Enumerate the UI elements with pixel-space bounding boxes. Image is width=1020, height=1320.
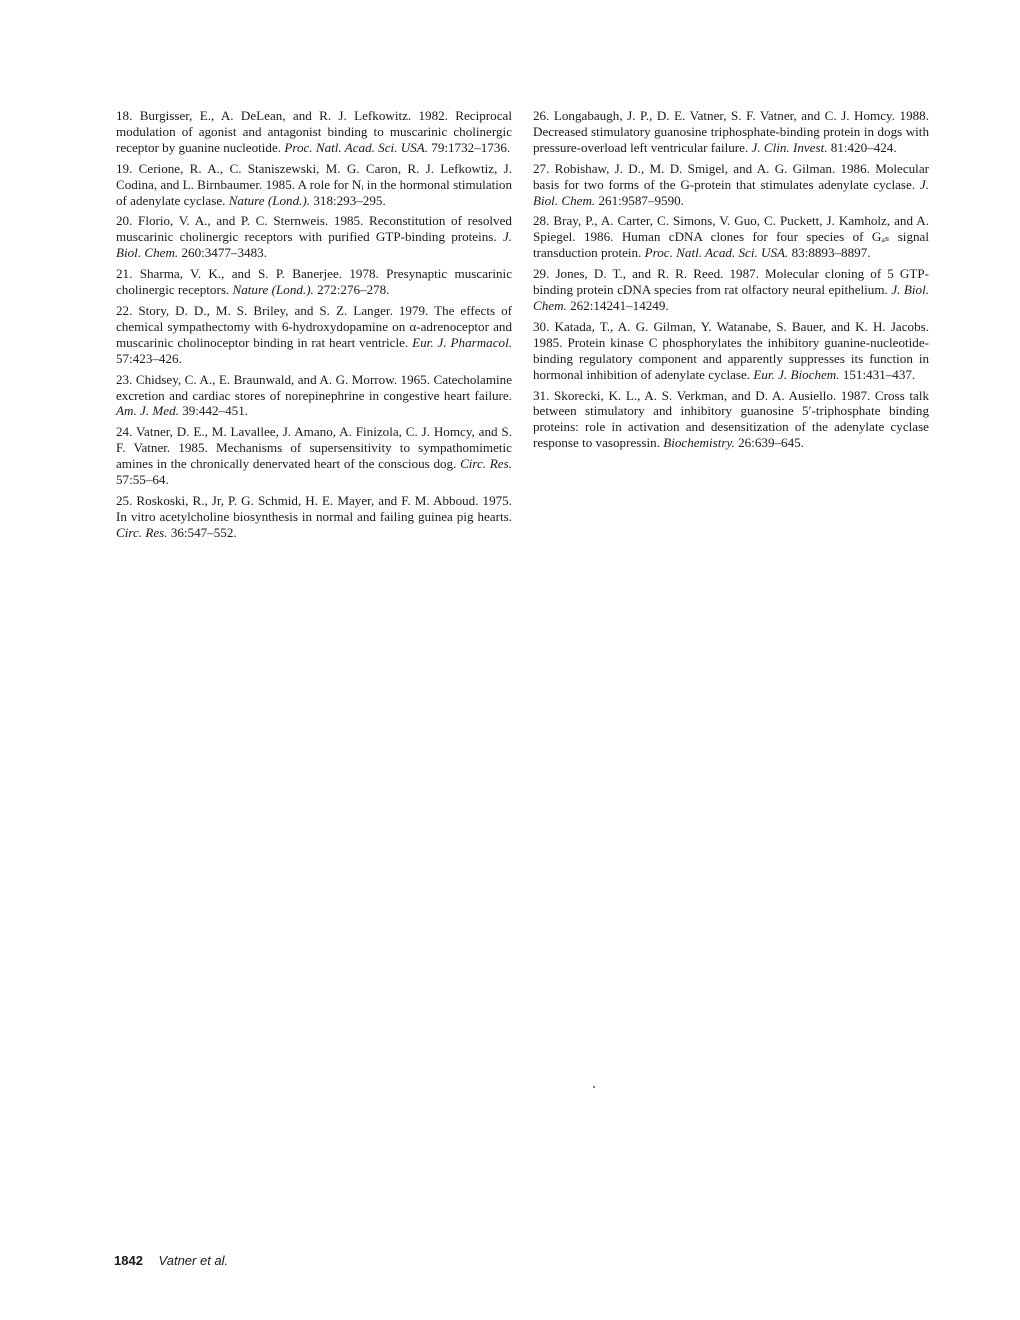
reference-citation: 261:9587–9590. <box>598 192 684 208</box>
reference-entry <box>533 108 929 156</box>
running-head: Vatner et al. <box>158 1253 229 1268</box>
reference-citation: 39:442–451. <box>182 403 249 419</box>
reference-citation: 36:547–552. <box>170 524 237 540</box>
reference-entry <box>116 372 512 420</box>
reference-number: 19. <box>116 160 133 176</box>
reference-title: Protein kinase C phosphorylates the inhibitory guanine-nucleotide-binding regulatory component and apparently suppresses its function in hormonal inhibition of adenylate cyclase. <box>533 334 929 382</box>
reference-journal: Nature (Lond.). <box>232 282 314 298</box>
reference-number: 25. <box>116 492 133 508</box>
reference-journal: J. Biol. Chem. <box>116 229 512 261</box>
reference-number: 31. <box>533 387 550 403</box>
reference-title: Molecular basis for two forms of the G-protein that stimulates adenylate cyclase. <box>533 160 929 192</box>
reference-citation: 79:1732–1736. <box>431 139 511 155</box>
reference-citation: 57:55–64. <box>116 472 169 488</box>
reference-title: Decreased stimulatory guanosine triphosphate-binding protein in dogs with pressure-overload left ventricular failure. <box>533 123 929 155</box>
reference-title: Presynaptic muscarinic cholinergic receptors. <box>116 266 513 298</box>
reference-citation: 260:3477–3483. <box>181 245 267 261</box>
reference-authors: Bray, P., A. Carter, C. Simons, V. Guo, C. Puckett, J. Kamholz, and A. Spiegel. 1986. <box>533 213 929 245</box>
reference-authors: Cerione, R. A., C. Staniszewski, M. G. Caron, R. J. Lefkowtiz, J. Codina, and L. Birnbaumer. 1985. <box>116 160 512 192</box>
reference-citation: 262:14241–14249. <box>570 297 669 313</box>
reference-citation: 81:420–424. <box>830 139 897 155</box>
reference-citation: 83:8893–8897. <box>791 245 871 261</box>
reference-authors: Katada, T., A. G. Gilman, Y. Watanabe, S. Bauer, and K. H. Jacobs. 1985. <box>533 318 929 350</box>
print-speck <box>593 1086 595 1088</box>
reference-authors: Burgisser, E., A. DeLean, and R. J. Lefkowitz. 1982. <box>139 108 448 123</box>
reference-journal: Proc. Natl. Acad. Sci. USA. <box>644 245 789 261</box>
reference-number: 18. <box>116 108 133 123</box>
reference-journal: Circ. Res. <box>116 524 168 540</box>
reference-authors: Vatner, D. E., M. Lavallee, J. Amano, A. Finizola, C. J. Homcy, and S. F. Vatner. 1985. <box>116 424 512 456</box>
reference-journal: J. Clin. Invest. <box>751 139 828 155</box>
reference-number: 26. <box>533 108 550 123</box>
reference-entry <box>533 266 929 314</box>
reference-authors: Skorecki, K. L., A. S. Verkman, and D. A. Ausiello. 1987. <box>554 387 871 403</box>
reference-journal: J. Biol. Chem. <box>533 282 929 313</box>
reference-title: Reciprocal modulation of agonist and antagonist binding to muscarinic cholinergic receptor by guanine nucleotide. <box>116 108 512 155</box>
reference-citation: 26:639–645. <box>738 435 804 451</box>
reference-number: 20. <box>116 213 133 229</box>
reference-journal: J. Biol. Chem. <box>533 176 929 208</box>
reference-title: In vitro acetylcholine biosynthesis in normal and failing guinea pig hearts. <box>116 508 512 524</box>
reference-journal: Proc. Natl. Acad. Sci. USA. <box>284 139 428 155</box>
reference-title: Cross talk between stimulatory and inhibitory guanosine 5′-triphosphate binding proteins: role in activation and desensitization of the adenylate cyclase response to vasopressin. <box>533 387 929 451</box>
reference-entry <box>116 303 512 367</box>
reference-journal: Eur. J. Biochem. <box>753 366 840 382</box>
page-number: 1842 <box>114 1253 143 1268</box>
reference-title: Catecholamine excretion and cardiac stores of norepinephrine in congestive heart failure. <box>116 371 513 403</box>
reference-number: 24. <box>116 424 133 440</box>
reference-entry <box>116 161 512 209</box>
reference-title: Mechanisms of supersensitivity to sympathomimetic amines in the chronically denervated heart of the conscious dog. <box>116 440 512 472</box>
reference-journal: Biochemistry. <box>663 435 735 451</box>
reference-number: 22. <box>116 302 133 318</box>
reference-number: 27. <box>533 160 550 176</box>
reference-journal: Eur. J. Pharmacol. <box>412 334 512 350</box>
reference-journal: Nature (Lond.). <box>228 192 311 208</box>
reference-citation: 272:276–278. <box>317 282 390 298</box>
reference-citation: 57:423–426. <box>116 350 182 366</box>
reference-title: Molecular cloning of 5 GTP-binding protein cDNA species from rat olfactory neural epithelium. <box>533 266 929 298</box>
reference-citation: 151:431–437. <box>842 366 916 382</box>
reference-journal: Am. J. Med. <box>116 403 179 419</box>
reference-number: 30. <box>533 318 550 334</box>
reference-number: 29. <box>533 266 550 282</box>
reference-number: 21. <box>116 266 133 282</box>
reference-column-right <box>533 108 929 456</box>
reference-entry <box>533 161 929 209</box>
reference-entry <box>116 493 512 541</box>
reference-authors: Chidsey, C. A., E. Braunwald, and A. G. Morrow. 1965. <box>135 371 431 387</box>
reference-entry <box>533 388 929 452</box>
reference-citation: 318:293–295. <box>313 192 386 208</box>
reference-entry <box>116 266 512 298</box>
reference-entry <box>116 424 512 488</box>
reference-entry <box>533 213 929 261</box>
reference-authors: Sharma, V. K., and S. P. Banerjee. 1978. <box>139 266 379 282</box>
reference-entry <box>116 108 512 156</box>
reference-authors: Jones, D. T., and R. R. Reed. 1987. <box>555 266 759 282</box>
reference-entry <box>116 213 512 261</box>
reference-title: A role for Nᵢ in the hormonal stimulation of adenylate cyclase. <box>116 176 513 208</box>
reference-authors: Florio, V. A., and P. C. Sternweis. 1985. <box>138 213 364 229</box>
reference-entry <box>533 319 929 383</box>
reference-title: Human cDNA clones for four species of Gₐₛ signal transduction protein. <box>533 229 929 261</box>
reference-column-left <box>116 108 512 546</box>
reference-number: 23. <box>116 371 133 387</box>
reference-authors: Longabaugh, J. P., D. E. Vatner, S. F. Vatner, and C. J. Homcy. 1988. <box>553 108 929 123</box>
reference-number: 28. <box>533 213 550 229</box>
reference-authors: Roskoski, R., Jr, P. G. Schmid, H. E. Mayer, and F. M. Abboud. 1975. <box>136 492 512 508</box>
reference-authors: Robishaw, J. D., M. D. Smigel, and A. G. Gilman. 1986. <box>554 160 870 176</box>
reference-title: The effects of chemical sympathectomy with 6-hydroxydopamine on α-adrenoceptor and muscarinic cholinoceptor binding in rat heart ventricle. <box>116 302 512 350</box>
page-footer <box>114 1253 228 1268</box>
reference-journal: Circ. Res. <box>460 456 512 472</box>
reference-title: Reconstitution of resolved muscarinic cholinergic receptors with purified GTP-binding proteins. <box>116 213 512 245</box>
reference-authors: Story, D. D., M. S. Briley, and S. Z. Langer. 1979. <box>138 302 429 318</box>
